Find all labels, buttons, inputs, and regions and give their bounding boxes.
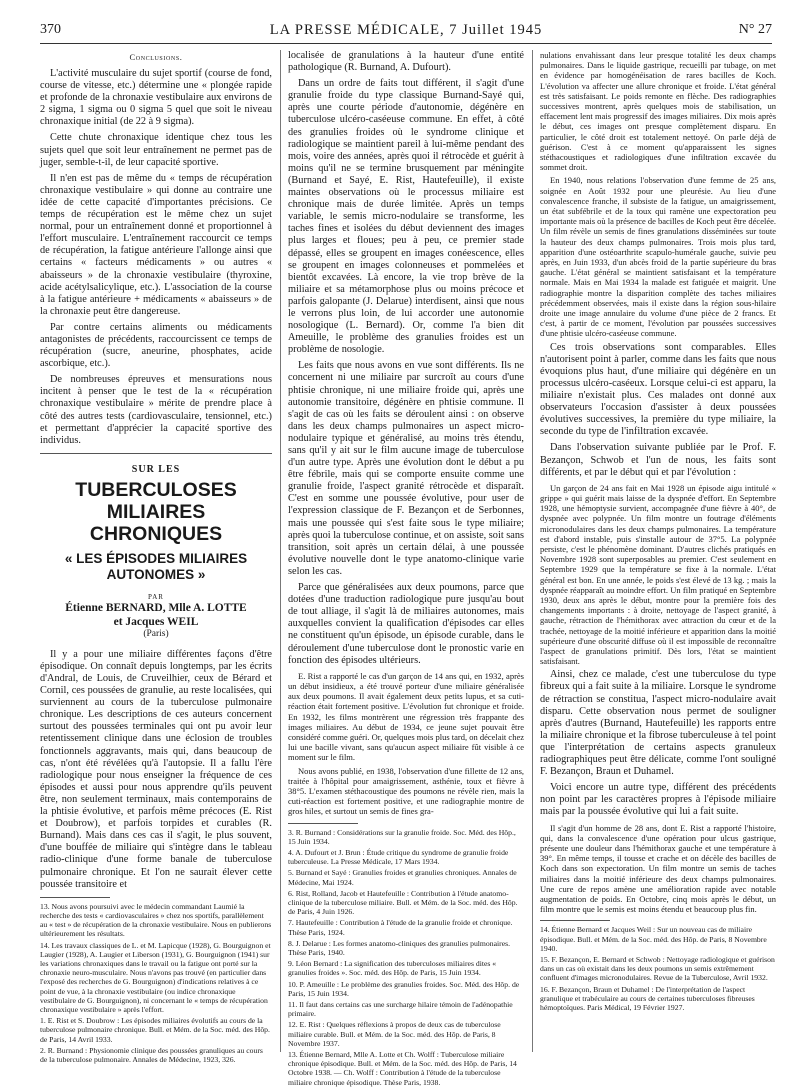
footnote: 13. Nous avons poursuivi avec le médecin commandant Laumié la recherche des tests « cardiovasculaires » chez nos sportifs, parallèlement au « test » de récupération de la chronaxie vestibulaire. Nous en publierons ultérieurement les résultats. [40,901,272,939]
column-2 [288,50,524,1087]
paragraph: Ces trois observations sont comparables. Elles n'autorisent point à parler, comme dans les faits que nous évoquions plus haut, d'une miliaire qui dégénère en un processus ulcéro-caséeux. Lorsque celui-ci est apparu, la miliaire n'existait plus. Ces malades ont donné aux observateurs l'occasion d'assister à deux poussées évolutives successives, la première du type miliaire, la seconde du type de l'infiltration excavée. [540,341,776,438]
paragraph: Ainsi, chez ce malade, c'est une tuberculose du type fibreux qui a fait suite à la miliaire. Lorsque le syndrome de rétraction se constitua, l'aspect micro-nodulaire avait disparu. Cette observation nous permet de souligner après d'autres (Burnand, Hautefeuille) les rapports entre la miliaire chronique et la fibrose tuberculeuse à tel point que l'interprétation de certains aspects granuleux radiographiques peut être délicate, comme l'ont souligné F. Bezançon, Braun et Duhamel. [540,669,776,778]
authors-line-1: Étienne BERNARD, Mlle A. LOTTE [65,601,247,614]
footnotes [540,925,776,1012]
paragraph: Les faits que nous avons en vue sont différents. Ils ne concernent ni une miliaire par surcroît au cours d'une phtisie chronique, ni une miliaire froide qui, après une autonomie transitoire, dégénère en phtisie commune. Il s'agit de cas où les faits se déroulent ainsi : on observe dans les deux champs pulmonaires un aspect micro-nodulaire typique et généralisé, au moins très étendu, sans qu'il y ait sur le film aucune image de tuberculose d'un autre type. Après une évolution dont le début a pu être fébrile, mais qui se comporte ensuite comme une granulie froide, l'aspect granité rétrocède et disparaît. C'est en somme une poussée évolutive, pour user de l'expression classique de F. Bezançon et de Serbonnes, mais une poussée qui s'est faite sous le type miliaire; après quoi la tuberculose continue, et on assiste, soit sans transition, soit après un certain délai, à une poussée évolutive nouvelle dont le type anatomo-clinique varie selon les cas. [288,360,524,577]
footnote: 12. E. Rist : Quelques réflexions à propos de deux cas de tuberculose miliaire curable. Bull. et Mém. de la Soc. méd. des Hôp. de Paris, 8 Novembre 1937. [288,1020,501,1048]
article-title: TUBERCULOSES MILIAIRES CHRONIQUES [75,478,237,545]
footnote: 1. E. Rist et S. Doubrow : Les épisodes miliaires évolutifs au cours de la tuberculose pulmonaire chronique. Bull. et Mém. de la Soc. méd. des Hôp. de Paris, 14 Avril 1933. [40,1016,270,1044]
footnote: 2. R. Burnand : Physionomie clinique des poussées granuliques au cours de la tuberculose pulmonaire. Annales de Médecine, 1923, 326. [40,1045,263,1064]
paragraph: Dans l'observation suivante publiée par le Prof. F. Bezançon, Schwob et l'un de nous, les faits sont différents, et par le début qui et par l'évolution : [540,442,776,478]
paragraph: Par contre certains aliments ou médicaments antagonistes de précédents, raccourcissent ce temps de récupération (sucre, aneurine, phosphates, acide ascorbique, etc.). [40,321,272,370]
case-report: Nous avons publié, en 1938, l'observation d'une fillette de 12 ans, traitée à l'hôpital pour amaigrissement, asthénie, toux et fièvre à 38°5. L'examen stéthacoustique des poumons ne révèle rien, mais la cuti-réaction est fortement positive, et une radiographie montre de gros hiles, et surtout un semis de fines gra- [288,765,524,817]
footnote: 3. R. Burnand : Considérations sur la granulie froide. Soc. Méd. des Hôp., 15 Juin 1934. [288,827,516,846]
footnote: 5. Burnand et Sayé : Granulies froides et granulies chroniques. Annales de Médecine, Mai 1924. [288,868,517,887]
footnotes [288,828,524,1087]
footnote: 15. F. Bezançon, E. Bernard et Schwob : Nettoyage radiologique et guérison dans un cas où existait dans les deux poumons un semis extrêmement confluent d'images micronodulaires. Revue de la Tuberculose, Avril 1932. [540,954,775,983]
paragraph: Parce que généralisées aux deux poumons, parce que dotées d'une traduction radiologique pure jusqu'au bout de tout alliage, il s'agit là de miliaires autonomes, mais auxquelles convient la qualification d'épisodes car elles ne constituent qu'un épisode, un épisode curable, dans le déroulement d'une tuberculose dont le pronostic varie en fonction des épisodes ultérieurs. [288,582,524,666]
case-report: Il s'agit d'un homme de 28 ans, dont E. Rist a rapporté l'histoire, qui, dans la convalescence d'une opération pour ulcus gastrique, présente une douleur dans l'hémithorax gauche et une température à 39°. En même temps, il tousse et crache et on décèle des bacilles de Koch dans son expectoration. Un film montre un semis de taches miliaires dans la moitié inférieure des deux champs pulmonaires. Une cure de repos amène une amélioration rapide avec notable augmentation de poids. En Octobre, cinq mois après le début, un film montre que le semis est moins étendu et beaucoup plus fin. [540,822,776,915]
footnote: 14. Étienne Bernard et Jacques Weil : Sur un nouveau cas de miliaire épisodique. Bull. et Mém. de la Soc. méd. des Hôp. de Paris, 8 Novembre 1940. [540,925,767,953]
footnote: 6. Rist, Rolland, Jacob et Hautefeuille : Contribution à l'étude anatomo-clinique de la tuberculose miliaire. Bull. et Mém. de la Soc. méd. des Hôp. de Paris, 4 Juin 1926. [288,888,518,917]
paragraph: Voici encore un autre type, différent des précédents non point par les caractères propres à l'épisode miliaire mais par la poussée évolutive qui lui a fait suite. [540,782,776,818]
case-report: E. Rist a rapporté le cas d'un garçon de 14 ans qui, en 1932, après un début insidieux, a été trouvé porteur d'une miliaire généralisée aux deux poumons. Il avait également deux petits lupus, et sa cuti-réaction était fortement positive. L'évolution fut chronique et froide. En 1932, les films montrèrent une régression très frappante des images miliaires. Au début de 1934, ce jeune sujet pouvait être considéré comme guéri. Or, quelques mois plus tard, on décelait chez lui une bacille vivant, sans qu'aucun aspect miliaire fût visible à ce moment sur le film. [288,670,524,763]
footnote: 16. F. Bezançon, Braun et Duhamel : De l'interprétation de l'aspect granulique et trabéculaire au cours de certaines tuberculoses fibreuses hémoptoïques. Paris Médical, 19 Février 1927. [540,984,755,1012]
case-report: nulations envahissant dans leur presque totalité les deux champs pulmonaires. Dans le liquide gastrique, recueilli par tubage, on met en évidence par homogénéisation de rares bacilles de Koch. L'évolution va affecter une allure chronique et froide. L'état général est très satisfaisant. Le poids remonte en flèche. Des radiographies successives montrent, après quelques mois de stabilisation, un effacement lent mais progressif des images miliaires. Dix mois après le début, ces images ont presque complètement disparu. En particulier, le côté droit est totalement nettoyé. On parle déjà de guérison. C'est à ce moment qu'apparaissent les signes stéthacoustiques et radiologiques d'une infiltration excavée du sommet droit. [540,50,776,173]
article-title-block [40,464,272,639]
authors-line-2: et Jacques WEIL [113,615,199,628]
footnote: 9. Léon Bernard : La signification des tuberculoses miliaires dites « granulies froides ». Soc. méd. des Hôp. de Paris, 15 Juin 1934. [288,959,497,978]
article-subtitle: « LES ÉPISODES MILIAIRES AUTONOMES » [64,550,248,582]
column-divider-2 [532,50,533,1052]
conclusions-heading: Conclusions. [129,52,183,62]
conclusions-text [40,68,272,447]
page-header [40,22,772,42]
footnote: 14. Les travaux classiques de L. et M. Lapicque (1928), G. Bourguignon et Laugier (1928), A. Laugier et Liberson (1931), G. Bourguignon (1941) sur les variations chronaxiques dans le travail ou la fatigue ont porté sur la chronaxie neuro-musculaire. Nous n'avons pas trouvé (en particulier dans l'exposé des recherches de G. Bourguignon) d'indications relatives à ce point de vue, à la chronaxie vestibulaire (ou indice chronaxique vestibulaire de G. Bourguignon), ni concernant le « temps de récupération chronaxique vestibulaire » après l'effort. [40,940,271,1014]
header-rule [40,43,772,44]
column-1 [40,50,272,1064]
footnote: 13. Étienne Bernard, Mlle A. Lotte et Ch. Wolff : Tuberculose miliaire chronique épisodique. Bull. et Mém. de la Soc. méd. des Hôp. de Paris, 14 Octobre 1938. — Ch. Wolff : Contribution à l'étude de la tuberculose miliaire chronique épisodique. Thèse Paris, 1938. [288,1050,517,1087]
paragraph: Dans un ordre de faits tout différent, il s'agit d'une granulie froide du type classique Burnand-Sayé qui, après une courte période d'autonomie, dégénère en tuberculose ulcéro-caséeuse commune. En effet, à côté des granulies froides où le syndrome clinique et radiologique se maintient pareil à lui-même pendant des mois, voire des années, après quoi il rétrocède et guérit à moins qu'il ne se termine brusquement par méningite (Burnand et Sayé, E. Rist, Hautefeuille), il existe maintes observations où le processus miliaire est chronique mais de durée limitée. Après un temps variable, le semis micro-nodulaire se transforme, les taches fines et isolées du début deviennent des images plus larges et floues; peu à peu, ce premier stade dépassé, elles se groupent en images conéescence, elles se groupent en images colonneuses et pommelées et bientôt excavées. Là encore, la vie trop brève de la miliaire et sa métamorphose plus ou moins précoce et parfois galopante (J. Delarue) interdisent, ainsi que nous le verrons plus loin, de lui accorder une autonomie nosologique (L. Bernard). Or, comme l'a bien dit Ameuille, le problème des granulies froides est un problème de nosologie. [288,78,524,356]
paragraph: Il n'en est pas de même du « temps de récupération chronaxique vestibulaire » qui donne au contraire une idée de cette capacité d'importantes précisions. Ce temps de récupération est le même chez un sujet normal, pour un entraînement donné et proportionnel à l'effort musculaire. L'entraînement raccourcit ce temps de récupération, la fatigue antérieure l'allonge ainsi que certains « facteurs médicaments » ou autres « abaisseurs » de la chronaxie vestibulaire (thyroxine, acide acétylsalicylique, etc.). L'association de la course à la fatigue antérieure + médicaments « abaisseurs » de la chronaxie peut être dangereuse. [40,172,272,317]
paragraph: Cette chute chronaxique identique chez tous les sujets quel que soit leur entraînement ne permet pas de juger, semble-t-il, de leur capacité sportive. [40,132,272,168]
footnote: 7. Hautefeuille : Contribution à l'étude de la granulie froide et chronique. Thèse Paris, 1924. [288,918,513,937]
paragraph: localisée de granulations à la hauteur d'une entité pathologique (R. Burnand, A. Dufourt). [288,50,524,74]
page-number: 370 [40,22,61,37]
footnote-rule [540,920,610,921]
footnote-rule [288,823,358,824]
footnote: 4. A. Dufourt et J. Brun : Étude critique du syndrome de granulie froide tuberculeuse. La Presse Médicale, 17 Mars 1934. [288,847,509,867]
journal-title: LA PRESSE MÉDICALE, 7 Juillet 1945 [269,22,543,38]
affiliation: (Paris) [143,628,169,639]
article-separator [40,453,272,454]
footnotes [40,902,272,1064]
paragraph: L'activité musculaire du sujet sportif (course de fond, course de vitesse, etc.) détermine une « plongée rapide et profonde de la chronaxie vestibulaire aux environs de 2 sigma, 1 sigma ou 0 sigma 5 quel que soit le niveau chronaxique initial (de 22 à 9 sigma). [40,68,272,128]
column-divider-1 [280,50,281,1052]
case-report: Un garçon de 24 ans fait en Mai 1928 un épisode aigu intitulé « grippe » qui guérit mais laisse de la dyspnée d'effort. En Septembre 1928, une hémoptysie survient, accompagnée d'une fièvre à 40°, de dyspnée avec polypnée. Un film montre un foutrage d'éléments micronodulaires dans les deux champs pulmonaires. La température est d'abord instable, puis s'installe autour de 37°5. La polypnée persiste, c'est le phénomène dominant. D'autres clichés pratiqués en Novembre 1928 sont superposables au premier. C'est seulement en Septembre 1929 que la température se fixe à la normale. L'état général est bon. En une année, le poids s'est élevé de 13 kg. ; mais la dyspnée réapparaît au moindre effort. Un film pratiqué en Septembre 1930, deux ans après le début, montre pour la première fois des changements importants : à droite, nettoyage de l'aspect granité, à gauche, rétraction de l'hémithorax avec attraction du cœur et de la trachée, nettoyage de la moitié inférieure et apparition dans la moitié supérieure d'une obscurité diffuse où il est impossible de reconnaître l'aspect de granulations primitif. Dès lors, l'état se maintient satisfaisant. [540,482,776,667]
footnote: 10. P. Ameuille : Le problème des granulies froides. Soc. Méd. des Hôp. de Paris, 15 Juin 1934. [288,979,520,998]
footnote: 8. J. Delarue : Les formes anatomo-cliniques des granulies pulmonaires. Thèse Paris, 1940. [288,938,511,957]
column-3 [540,50,776,1055]
issue-number: N° 27 [738,22,772,37]
by-label: PAR [148,592,164,601]
case-report: En 1940, nous relations l'observation d'une femme de 25 ans, soignée en Août 1932 pour une pleurésie. Au lieu d'une convalescence franche, il subsiste de la fatigue, un amaigrissement, un état subfébrile et de la toux qui ramène une expectoration peu importante mais où la présence de bacilles de Koch peut être décelée. Un film révèle un semis de fines granulations disséminées sur toute la hauteur des deux champs pulmonaires. Trois mois plus tard, apparition d'une ostéoarthrite scapulo-humérale gauche, suivie peu après, en Juin 1933, d'un abcès froid de la partie supérieure du bras gauche. L'état général se maintient satisfaisant et la température normale. Mais en Mai 1934 la malade est fatiguée et maigrit. Une radiographie montre la disparition complète des taches miliaires précédemment observées, mais il existe dans la région sous-hilaire droite une image annulaire du volume d'une pièce de 2 francs. Et c'est, à partir de ce moment, l'évolution par poussées successives d'une phtisie ulcéro-caséeuse commune. [540,175,777,339]
paragraph: De nombreuses épreuves et mensurations nous incitent à penser que le test de la « récupération chronaxique vestibulaire » mérite de prendre place à côté des autres tests (cardiovasculaire, tensionnel, etc.) et permettant d'apprécier la capacité sportive des individus. [40,374,272,446]
footnote: 11. Il faut dans certains cas une surcharge hilaire témoin de l'adénopathie primaire. [288,999,513,1019]
article-kicker: SUR LES [131,463,181,475]
paragraph: Il y a pour une miliaire différentes façons d'être épisodique. On connaît depuis longtemps, par les écrits d'Andral, de Louis, de Cruveilhier, ceux de Bérard et Cornil, ces poussées de granulie, au reste localisées, qui surviennent au cours de la tuberculose pulmonaire chronique. Les descriptions de ces auteurs concernent surtout des poussées terminales qui ont pu avoir leur retentissement clinique dans une éclosion de troubles fonctionnels aggravants, mais qui, dans beaucoup de cas, n'ont été révélées qu'à l'autopsie. Il a fallu l'ère radiologique pour nous enseigner la fréquence de ces épisodes et aussi pour nous apprendre qu'ils peuvent être, non seulement terminaux, mais contemporains de la phtisie évolutive, et parfois même précoces (E. Rist et Doubrow), et parfois torpides et curables (R. Burnand). Mais dans ces cas il s'agit, le plus souvent, d'une bouffée de miliaire qui s'intègre dans le tableau radio-clinique d'une forme banale de tuberculose pulmonaire chronique. Et l'on ne saurait élever cette poussée transitoire et [40,648,272,890]
footnote-rule [40,897,110,898]
